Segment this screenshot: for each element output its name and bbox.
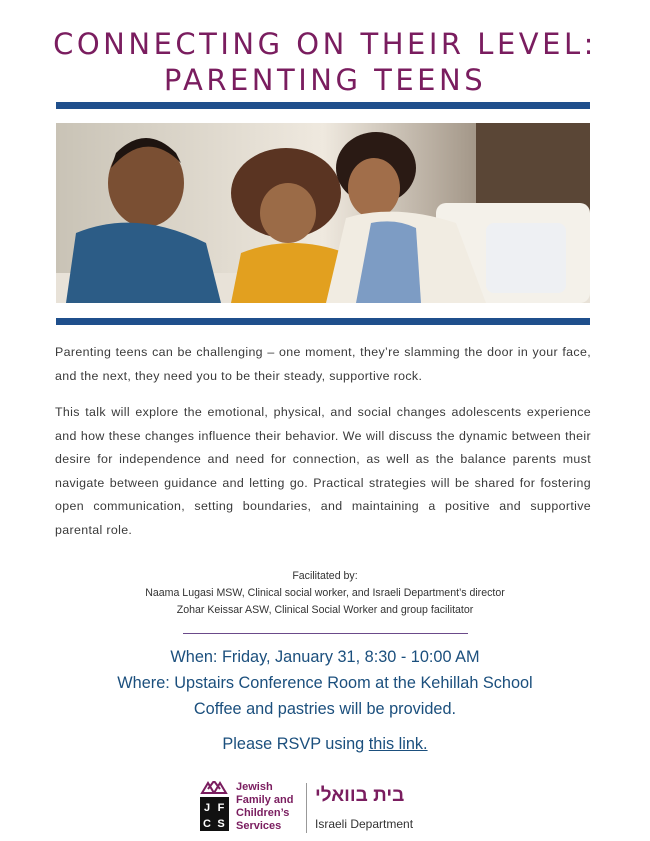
org-name-line-4: Services — [236, 820, 282, 832]
logo-letter-f: F — [217, 802, 225, 814]
top-rule — [56, 102, 590, 109]
facilitator-1: Naama Lugasi MSW, Clinical social worker, and Israeli Department’s director — [145, 587, 505, 599]
description-paragraph: This talk will explore the emotional, physical, and social changes adolescents experience and how these changes influence their behavior. We will discuss the dynamic between their desire for independence and need for connection, as well as the balance parents must navigate between guidance and letting go. Practical strategies will be shared for fostering open communication, setting boundaries, and maintaining a positive and supportive parental role. — [55, 405, 591, 537]
org-name-line-1: Jewish — [236, 781, 273, 793]
org-name — [236, 781, 306, 833]
org-name-line-2: Family and — [236, 794, 294, 806]
event-where: Where: Upstairs Conference Room at the Kehillah School — [117, 674, 533, 692]
intro-paragraph: Parenting teens can be challenging – one moment, they’re slamming the door in your face, and the next, they need you to be their steady, supportive rock. — [55, 345, 591, 383]
bottom-rule — [56, 318, 590, 325]
family-photo-icon — [56, 123, 590, 303]
section-divider — [183, 633, 468, 634]
logo-letter-j: J — [203, 802, 211, 814]
rsvp-link[interactable]: this link. — [368, 735, 428, 753]
title-line-1: CONNECTING ON THEIR LEVEL: — [53, 27, 597, 61]
event-when: When: Friday, January 31, 8:30 - 10:00 AM — [170, 648, 480, 666]
logo-separator — [306, 783, 307, 833]
facilitators-block — [0, 568, 650, 619]
rsvp-prefix: Please RSVP using — [222, 735, 369, 753]
facilitator-2: Zohar Keissar ASW, Clinical Social Worker and group facilitator — [176, 604, 474, 616]
logo-letter-s: S — [217, 818, 225, 830]
event-details — [0, 644, 650, 722]
family-photo — [56, 123, 590, 303]
hebrew-name: בית בוואלי — [315, 785, 405, 806]
logo-letter-c: C — [203, 818, 211, 830]
department-name: Israeli Department — [315, 817, 414, 831]
rsvp-line — [0, 735, 650, 754]
facilitators-heading: Facilitated by: — [292, 570, 358, 582]
organization-logo — [198, 781, 438, 837]
org-name-line-3: Children’s — [236, 807, 290, 819]
page-title — [0, 26, 650, 98]
jfcs-logo-icon — [198, 781, 231, 833]
title-line-2: PARENTING TEENS — [163, 63, 487, 97]
event-food: Coffee and pastries will be provided. — [193, 700, 457, 718]
